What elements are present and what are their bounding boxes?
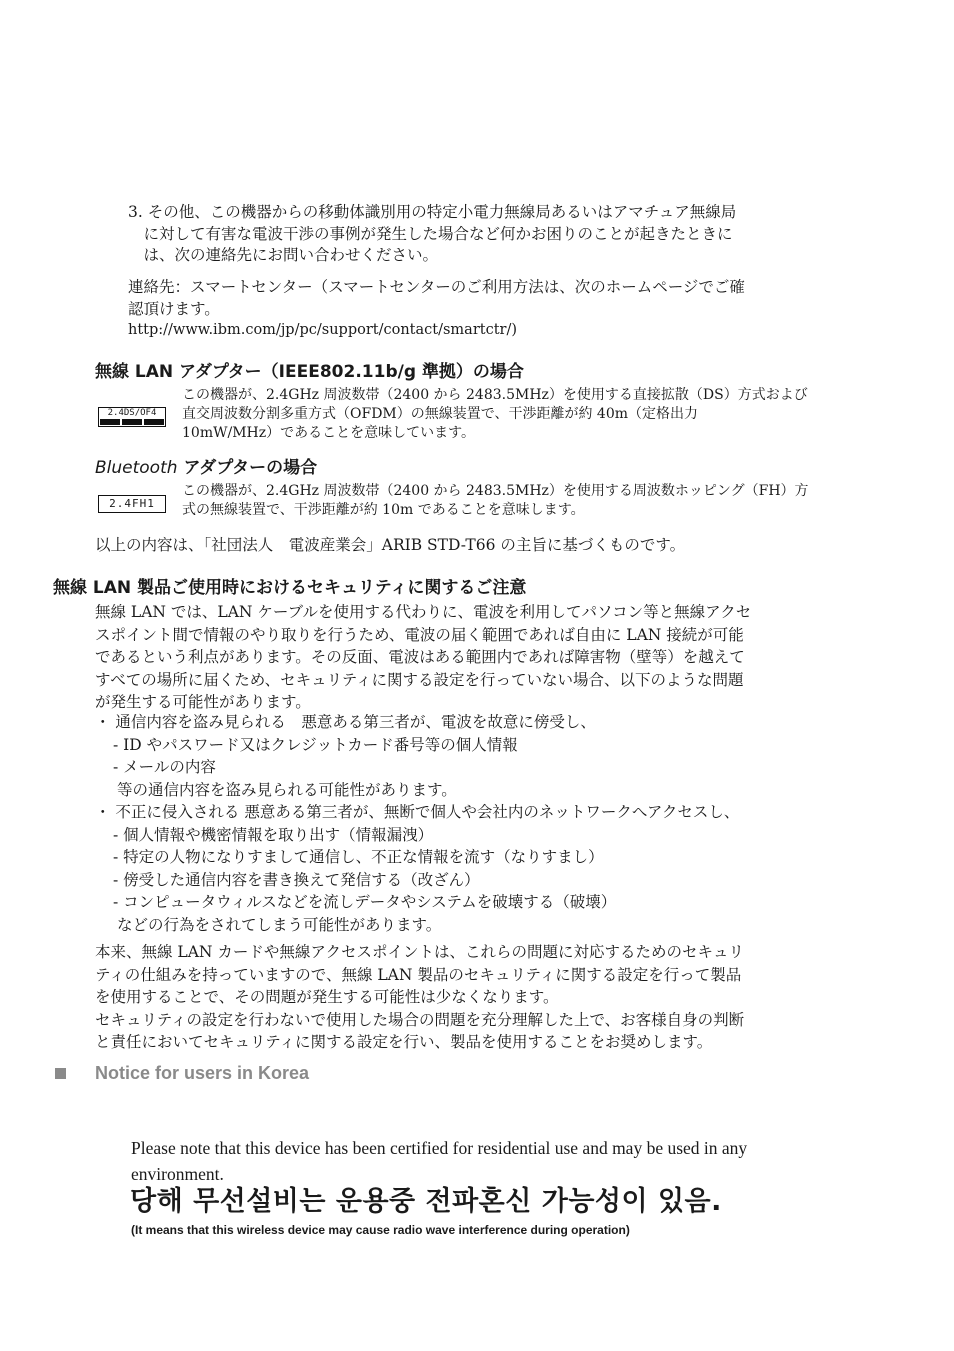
arib-note: 以上の内容は、「社団法人 電波産業会」ARIB STD-T66 の主旨に基づくものです。 (95, 536, 686, 554)
item-3-line: 3. その他、この機器からの移動体識別用の特定小電力無線局あるいはアマチュア無線局 (128, 203, 737, 221)
closing-line: と責任においてセキュリティに関する設定を行い、製品を使用することをお奨めします。 (95, 1033, 713, 1051)
list-item: - 特定の人物になりすまして通信し、不正な情報を流す（なりすまし） (113, 848, 604, 866)
contact-line: 連絡先：スマートセンター（スマートセンターのご利用方法は、次のホームページでご確 (128, 278, 745, 296)
risk-intrusion-title: ・ 不正に侵入される 悪意ある第三者が、無断で個人や会社内のネットワークへアクセスし、 (95, 803, 740, 821)
list-item: - メールの内容 (113, 758, 216, 776)
bluetooth-description (182, 482, 862, 520)
wlan-frequency-label (98, 407, 166, 427)
risk-eavesdrop-footer: 等の通信内容を盗み見られる可能性があります。 (117, 780, 457, 799)
security-intro-line: が発生する可能性があります。 (95, 693, 311, 711)
item-3-line: は、次の連絡先にお問い合わせください。 (128, 246, 439, 264)
wlan-description-line: 直交周波数分割多重方式（OFDM）の無線装置で、干渉距離が約 40m（定格出力 (182, 406, 699, 422)
contact-line: 認頂けます。 (128, 299, 220, 318)
wlan-adapter-heading: 無線 LAN アダプター（IEEE802.11b/g 準拠）の場合 (95, 362, 524, 382)
security-closing (95, 941, 875, 1054)
bluetooth-heading (95, 453, 317, 478)
korea-notice-title: Notice for users in Korea (95, 1063, 310, 1083)
item-3-line: に対して有害な電波干渉の事例が発生した場合など何かお困りのことが起きたときに (128, 224, 733, 243)
list-item: - 傍受した通信内容を書き換えて発信する（改ざん） (113, 870, 480, 889)
closing-line: セキュリティの設定を行わないで使用した場合の問題を充分理解した上で、お客様自身の判断 (95, 1010, 745, 1029)
wlan-frequency-bars (99, 419, 165, 426)
bluetooth-heading-text: アダプターの場合 (177, 458, 318, 478)
item-3-paragraph (128, 202, 848, 267)
security-intro (95, 601, 875, 714)
security-intro-line: であるという利点があります。その反面、電波はある範囲内であれば障害物（壁等）を越えて (95, 648, 745, 666)
bluetooth-heading-brand: Bluetooth (95, 458, 178, 478)
english-note-line: environment. (131, 1164, 224, 1184)
security-risk-list (95, 711, 875, 936)
wlan-description-line: この機器が、2.4GHz 周波数帯（2400 から 2483.5MHz）を使用する直接拡散（DS）方式および (182, 387, 808, 403)
korean-translation: (It means that this wireless device may cause radio wave interference during operation) (131, 1223, 630, 1237)
contact-url[interactable]: http://www.ibm.com/jp/pc/support/contact/smartctr/) (128, 322, 517, 338)
bluetooth-description-line: 式の無線装置で、干渉距離が約 10m であることを意味します。 (182, 502, 585, 518)
korea-notice-heading (55, 1063, 309, 1084)
list-item: - ID やパスワード又はクレジットカード番号等の個人情報 (113, 735, 518, 754)
risk-intrusion-footer: などの行為をされてしまう可能性があります。 (117, 915, 442, 934)
wlan-adapter-description (182, 386, 862, 443)
wlan-description-line: 10mW/MHz）であることを意味しています。 (182, 425, 475, 441)
korean-notice-text: 당해 무선설비는 운용중 전파혼신 가능성이 있음. (130, 1186, 722, 1217)
security-intro-line: すべての場所に届くため、セキュリティに関する設定を行っていない場合、以下のような問題 (95, 670, 744, 689)
list-item: - 個人情報や機密情報を取り出す（情報漏洩） (113, 825, 434, 844)
wlan-frequency-label-text: 2.4DS/OF4 (107, 408, 157, 418)
bluetooth-frequency-label-text: 2.4FH1 (109, 497, 155, 510)
list-item: - コンピュータウィルスなどを流しデータやシステムを破壊する（破壊） (113, 893, 617, 911)
english-note-line: Please note that this device has been certified for residential use and may be used in any (131, 1138, 748, 1158)
contact-paragraph (128, 277, 848, 342)
security-heading: 無線 LAN 製品ご使用時におけるセキュリティに関するご注意 (53, 578, 527, 598)
closing-line: を使用することで、その問題が発生する可能性は少なくなります。 (95, 988, 559, 1006)
closing-line: 本来、無線 LAN カードや無線アクセスポイントは、これらの問題に対応するためのセキュリ (95, 943, 744, 961)
bluetooth-frequency-label (98, 495, 166, 513)
square-bullet-icon (55, 1068, 66, 1079)
bluetooth-description-line: この機器が、2.4GHz 周波数帯（2400 から 2483.5MHz）を使用する周波数ホッピング（FH）方 (182, 483, 809, 499)
closing-line: ティの仕組みを持っていますので、無線 LAN 製品のセキュリティに関する設定を行って製品 (95, 965, 742, 984)
risk-eavesdrop-title: ・ 通信内容を盗み見られる 悪意ある第三者が、電波を故意に傍受し、 (95, 713, 596, 731)
security-intro-line: スポイント間で情報のやり取りを行うため、電波の届く範囲であれば自由に LAN 接続が可能 (95, 625, 744, 644)
security-intro-line: 無線 LAN では、LAN ケーブルを使用する代わりに、電波を利用してパソコン等と無線アクセ (95, 603, 752, 621)
korea-english-note (131, 1135, 871, 1187)
